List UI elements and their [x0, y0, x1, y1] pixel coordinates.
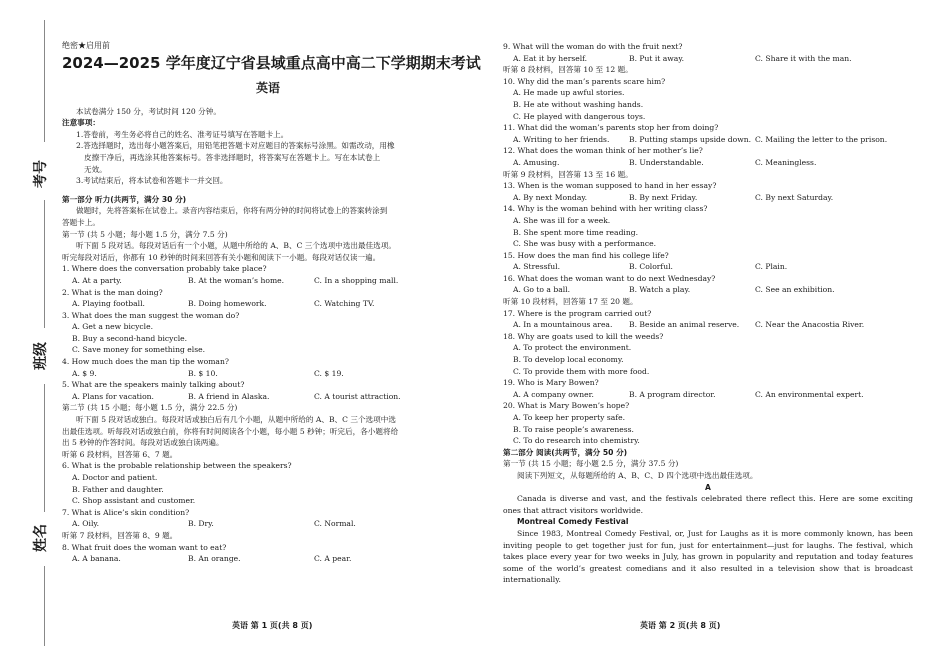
note-line: 2.答选择题时，选出每小题答案后，用铅笔把答题卡对应题目的答案标号涂黑。如需改动，用橡 [76, 141, 395, 151]
option-b: B. A friend in Alaska. [188, 391, 270, 401]
margin-line [44, 566, 45, 646]
option-a: A. $ 9. [72, 368, 97, 378]
subject-title: 英语 [255, 80, 280, 95]
passage-subheading: Montreal Comedy Festival [517, 517, 629, 527]
question-10: 10. Why did the man’s parents scare him? [503, 76, 666, 86]
note-line: 1.答卷前，考生务必将自己的姓名、准考证号填写在答题卡上。 [76, 129, 289, 139]
part2-heading: 第二部分 阅读(共两节，满分 50 分) [503, 447, 628, 457]
material-8-note: 听第 8 段材料，回答第 10 至 12 题。 [503, 65, 633, 75]
question-3: 3. What does the man suggest the woman do? [62, 310, 240, 320]
question-1: 1. Where does the conversation probably take place? [62, 264, 267, 274]
option-a: A. Eat it by herself. [513, 53, 588, 63]
question-5-options [62, 391, 474, 403]
margin-line [44, 384, 45, 512]
page-2-footer: 英语 第 2 页(共 8 页) [640, 621, 721, 630]
option-a: A. Writing to her friends. [513, 134, 610, 144]
section1-intro-line: 听完每段对话后，你都有 10 秒钟的时间来回答有关小题和阅读下一小题。每段对话仅读一遍。 [62, 252, 381, 262]
option-c: C. He played with dangerous toys. [513, 111, 646, 121]
option-b: B. To develop local economy. [513, 355, 624, 365]
exam-title: 2024—2025 学年度辽宁省县域重点高中高二下学期期末考试 [62, 53, 481, 72]
question-19: 19. Who is Mary Bowen? [503, 378, 599, 388]
option-b: B. Colorful. [629, 262, 673, 272]
option-c: C. Save money for something else. [72, 345, 206, 355]
question-15-options [503, 261, 913, 273]
binding-margin [0, 0, 62, 655]
note-line: 无效。 [84, 164, 107, 174]
option-b: B. By next Friday. [629, 192, 698, 202]
option-b: B. He ate without washing hands. [513, 99, 644, 109]
question-14: 14. Why is the woman behind with her writing class? [503, 204, 708, 214]
section2-intro-line: 出 5 秒钟的作答时间。每段对话或独白读两遍。 [62, 438, 224, 448]
option-b: B. Watch a play. [629, 285, 691, 295]
question-11-options [503, 134, 913, 146]
passage-paragraph: Since 1983, Montreal Comedy Festival, or, Just for Laughs as it is more commonly known, has been inviting people to get together just for fun, just for entertainment—just for laughs. The festival, which takes place every year for two weeks in July, has grown in popularity and reputation and today features some of the world’s greatest comedians and it also resulted in a television show that is broadcast internationally. [503, 528, 913, 585]
part2-section1-heading: 第一节 (共 15 小题；每小题 2.5 分，满分 37.5 分) [503, 459, 679, 469]
margin-line [44, 200, 45, 328]
question-4: 4. How much does the man tip the woman? [62, 357, 229, 367]
option-a: A. Get a new bicycle. [72, 322, 153, 332]
question-18: 18. Why are goats used to kill the weeds? [503, 331, 664, 341]
question-12: 12. What does the woman think of her mother’s lie? [503, 146, 703, 156]
option-a: A. By next Monday. [513, 192, 588, 202]
option-b: B. Buy a second-hand bicycle. [72, 333, 188, 343]
option-c: C. Near the Anacostia River. [755, 320, 865, 330]
option-c: C. Mailing the letter to the prison. [755, 134, 888, 144]
page-1-column [62, 40, 481, 565]
option-b: B. Understandable. [629, 157, 704, 167]
option-c: C. To do research into chemistry. [513, 436, 640, 446]
option-a: A. A banana. [72, 554, 121, 564]
material-7-note: 听第 7 段材料，回答第 8、9 题。 [62, 530, 178, 540]
question-8-options [62, 553, 474, 565]
option-b: B. A program director. [629, 389, 716, 399]
passage-paragraph: Canada is diverse and vast, and the festivals celebrated there reflect this. Here are some exciting ones that attract visitors worldwide. [503, 494, 913, 515]
question-1-options [62, 275, 474, 287]
question-19-options [503, 389, 913, 401]
question-5: 5. What are the speakers mainly talking about? [62, 380, 245, 390]
question-7: 7. What is Alice’s skin condition? [62, 507, 190, 517]
option-a: A. A company owner. [513, 389, 594, 399]
option-a: A. She was ill for a week. [513, 215, 611, 225]
option-a: A. Playing football. [72, 299, 145, 309]
question-16: 16. What does the woman want to do next Wednesday? [503, 273, 716, 283]
option-c: C. Watching TV. [314, 299, 375, 309]
option-a: A. Doctor and patient. [72, 473, 158, 482]
question-9: 9. What will the woman do with the fruit next? [503, 42, 683, 51]
exam-intro: 本试卷满分 150 分，考试时间 120 分钟。 [76, 106, 221, 116]
question-20: 20. What is Mary Bowen’s hope? [503, 401, 630, 411]
option-b: B. $ 10. [188, 368, 218, 378]
exam-number-label: 考号 [33, 160, 49, 188]
note-line: 皮擦干净后，再选涂其他答案标号。答非选择题时，将答案写在答题卡上。写在本试卷上 [84, 152, 381, 162]
notes-title: 注意事项： [62, 118, 100, 128]
option-a: A. To keep her property safe. [513, 413, 626, 422]
section1-intro-line: 听下面 5 段对话。每段对话后有一个小题，从题中所给的 A、B、C 三个选项中选出最佳选项。 [76, 241, 396, 251]
section2-intro-line: 听下面 5 段对话或独白。每段对话或独白后有几个小题，从题中所给的 A、B、C 三个选项中选 [76, 415, 396, 425]
question-2-options [62, 298, 474, 310]
page-1-footer: 英语 第 1 页(共 8 页) [232, 621, 313, 630]
option-c: C. An environmental expert. [755, 389, 864, 399]
option-b: B. At the woman’s home. [188, 275, 285, 285]
option-b: B. Put it away. [629, 53, 685, 63]
page-2-column [503, 41, 913, 586]
name-label: 姓名 [33, 524, 49, 552]
option-c: C. Share it with the man. [755, 53, 852, 63]
option-b: B. An orange. [188, 554, 241, 564]
material-6-note: 听第 6 段材料，回答第 6、7 题。 [62, 449, 178, 459]
part1-heading: 第一部分 听力(共两节，满分 30 分) [62, 194, 187, 204]
question-16-options [503, 284, 913, 296]
option-a: A. To protect the environment. [513, 343, 632, 353]
question-4-options [62, 368, 474, 380]
option-a: A. Plans for vacation. [72, 391, 154, 401]
material-10-note: 听第 10 段材料，回答第 17 至 20 题。 [503, 297, 638, 307]
section2-heading: 第二节 (共 15 小题；每小题 1.5 分，满分 22.5 分) [62, 403, 238, 413]
note-line: 3.考试结束后，将本试卷和答题卡一并交回。 [76, 176, 228, 186]
option-a: A. Go to a ball. [513, 285, 571, 295]
question-12-options [503, 157, 913, 169]
option-a: A. He made up awful stories. [513, 88, 625, 98]
margin-line [44, 20, 45, 142]
option-c: C. Meaningless. [755, 157, 817, 167]
option-a: A. Oily. [72, 519, 100, 529]
question-11: 11. What did the woman’s parents stop her from doing? [503, 123, 719, 133]
option-c: C. See an exhibition. [755, 285, 835, 295]
option-b: B. Beside an animal reserve. [629, 320, 740, 330]
material-9-note: 听第 9 段材料，回答第 13 至 16 题。 [503, 169, 633, 179]
option-c: C. A tourist attraction. [314, 391, 401, 401]
option-a: A. Stressful. [513, 262, 561, 272]
option-b: B. Dry. [188, 519, 214, 529]
secret-mark: 绝密★启用前 [62, 41, 110, 50]
question-15: 15. How does the man find his college life? [503, 250, 669, 260]
section2-intro-line: 出最佳选项。听每段对话或独白前，你将有时间阅读各个小题，每小题 5 秒钟；听完后，各小题将给 [62, 426, 399, 436]
part2-section1-intro: 阅读下列短文，从每题所给的 A、B、C、D 四个选项中选出最佳选项。 [517, 470, 758, 480]
option-b: B. Doing homework. [188, 299, 267, 309]
option-b: B. She spent more time reading. [513, 227, 639, 237]
passage-label: A [705, 482, 711, 492]
option-c: C. She was busy with a performance. [513, 239, 657, 249]
option-c: C. In a shopping mall. [314, 275, 399, 285]
option-c: C. Plain. [755, 262, 788, 272]
option-a: A. In a mountainous area. [513, 320, 613, 330]
question-13: 13. When is the woman supposed to hand in her essay? [503, 181, 717, 191]
question-17: 17. Where is the program carried out? [503, 308, 652, 318]
option-c: C. Normal. [314, 519, 356, 529]
option-c: C. By next Saturday. [755, 192, 834, 202]
section1-heading: 第一节 (共 5 小题；每小题 1.5 分，满分 7.5 分) [62, 229, 228, 239]
option-c: C. A pear. [314, 554, 352, 564]
question-6: 6. What is the probable relationship between the speakers? [62, 461, 292, 471]
question-7-options [62, 518, 474, 530]
question-13-options [503, 192, 913, 204]
question-17-options [503, 319, 913, 331]
question-9-options [503, 53, 913, 65]
option-b: B. Father and daughter. [72, 484, 164, 494]
question-2: 2. What is the man doing? [62, 287, 163, 297]
option-c: C. Shop assistant and customer. [72, 496, 196, 506]
option-a: A. Amusing. [513, 157, 560, 167]
option-b: B. To raise people’s awareness. [513, 424, 634, 434]
option-b: B. Putting stamps upside down. [629, 134, 752, 144]
question-8: 8. What fruit does the woman want to eat? [62, 542, 227, 552]
option-a: A. At a party. [72, 275, 122, 285]
part1-intro-line: 做题时，先将答案标在试卷上。录音内容结束后，你将有两分钟的时间将试卷上的答案转涂到 [76, 206, 388, 216]
part1-intro-line: 答题卡上。 [62, 217, 100, 227]
option-c: C. $ 19. [314, 368, 344, 378]
option-c: C. To provide them with more food. [513, 366, 650, 376]
class-label: 班级 [33, 342, 49, 370]
